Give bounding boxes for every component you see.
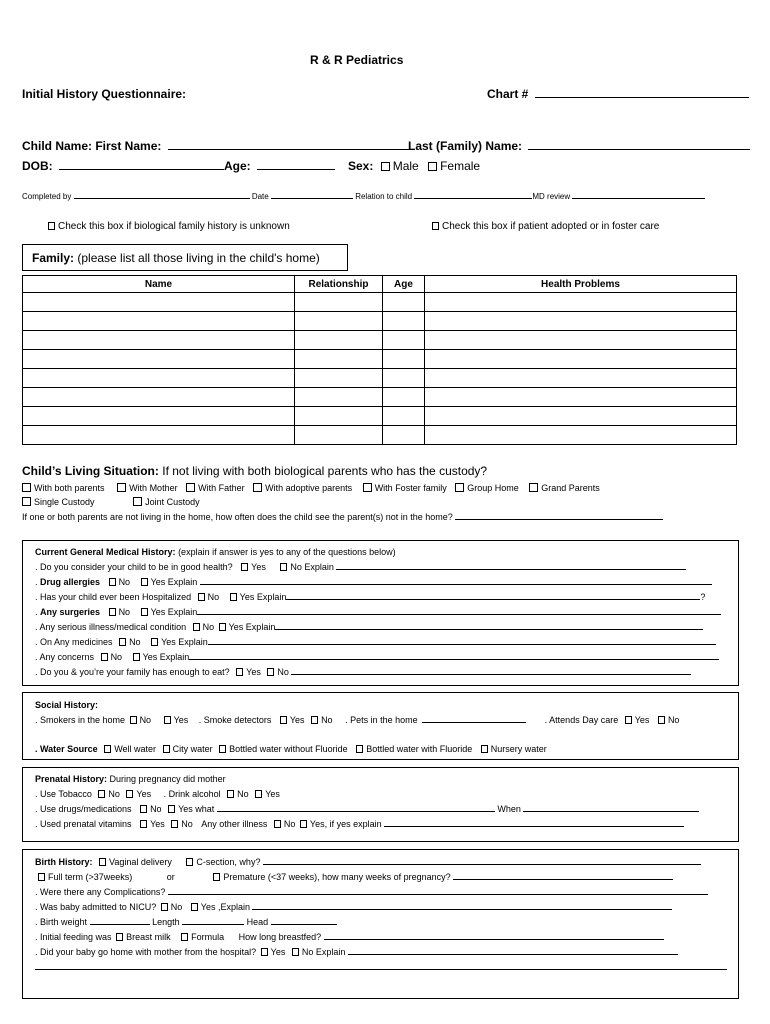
medical-q2: . Drug allergies No Yes Explain xyxy=(35,577,712,587)
father-checkbox[interactable] xyxy=(186,483,195,492)
checkbox-icon[interactable] xyxy=(658,716,665,724)
table-cell[interactable] xyxy=(425,407,737,426)
medical-q7: . Any concerns No Yes Explain xyxy=(35,652,719,662)
table-cell[interactable] xyxy=(295,407,383,426)
checkbox-icon[interactable] xyxy=(171,820,178,828)
foster-family-checkbox[interactable] xyxy=(363,483,372,492)
single-custody-checkbox[interactable] xyxy=(22,497,31,506)
birth-row3: . Were there any Complications? xyxy=(35,887,708,897)
checkbox-icon[interactable] xyxy=(109,578,116,586)
male-checkbox[interactable] xyxy=(381,162,390,171)
complications-input[interactable] xyxy=(168,894,708,895)
checkbox-icon[interactable] xyxy=(481,745,488,753)
table-cell[interactable] xyxy=(425,426,737,445)
table-cell[interactable] xyxy=(23,312,295,331)
table-cell[interactable] xyxy=(23,293,295,312)
birth-row7: . Did your baby go home with mother from the hospital? Yes No Explain xyxy=(35,947,678,957)
checkbox-icon[interactable] xyxy=(116,933,123,941)
table-cell[interactable] xyxy=(295,312,383,331)
checkbox-icon[interactable] xyxy=(241,563,248,571)
checkbox-icon[interactable] xyxy=(168,805,175,813)
joint-custody-checkbox[interactable] xyxy=(133,497,142,506)
answer-input[interactable] xyxy=(189,659,719,660)
birth-row1: Birth History: Vaginal delivery C-section, why? xyxy=(35,857,701,867)
adoptive-parents-checkbox[interactable] xyxy=(253,483,262,492)
table-cell[interactable] xyxy=(295,331,383,350)
table-cell[interactable] xyxy=(425,369,737,388)
table-cell[interactable] xyxy=(23,369,295,388)
checkbox-icon[interactable] xyxy=(101,653,108,661)
dob-field[interactable]: DOB: xyxy=(22,159,224,173)
checkbox-icon[interactable] xyxy=(213,873,220,881)
family-heading-box: Family: (please list all those living in the child's home) xyxy=(22,244,348,271)
head-input[interactable] xyxy=(271,924,337,925)
prenatal-title: Prenatal History: During pregnancy did mother xyxy=(35,774,226,784)
prenatal-row3: . Used prenatal vitamins Yes No Any other illness No Yes, if yes explain xyxy=(35,819,684,829)
chart-number-field[interactable] xyxy=(487,87,749,101)
completed-by-row: Completed by Date Relation to child MD review xyxy=(22,192,705,201)
table-cell[interactable] xyxy=(295,369,383,388)
chart-label: Chart # xyxy=(487,87,529,101)
prenatal-row1: . Use Tobacco No Yes . Drink alcohol No Yes xyxy=(35,789,280,799)
checkbox-icon[interactable] xyxy=(280,716,287,724)
birth-row6: . Initial feeding was Breast milk Formula How long breastfed? xyxy=(35,932,664,942)
other-illness-input[interactable] xyxy=(384,826,684,827)
checkbox-icon[interactable] xyxy=(48,222,55,230)
practice-name: R & R Pediatrics xyxy=(310,53,404,67)
length-input[interactable] xyxy=(182,924,244,925)
birth-row2: Full term (>37weeks) or Premature (<37 weeks), how many weeks of pregnancy? xyxy=(38,872,673,882)
checkbox-icon[interactable] xyxy=(133,653,140,661)
checkbox-icon[interactable] xyxy=(227,790,234,798)
checkbox-icon[interactable] xyxy=(140,805,147,813)
table-row xyxy=(23,293,737,312)
living-situation-title: Child’s Living Situation: If not living with both biological parents who has the custody? xyxy=(22,464,488,478)
checkbox-icon[interactable] xyxy=(141,608,148,616)
completed-by-input[interactable] xyxy=(74,198,250,199)
answer-input[interactable] xyxy=(197,614,721,615)
checkbox-icon[interactable] xyxy=(181,933,188,941)
checkbox-icon[interactable] xyxy=(219,623,226,631)
table-row xyxy=(23,369,737,388)
last-name-field[interactable]: Last (Family) Name: xyxy=(408,139,750,153)
checkbox-icon[interactable] xyxy=(161,903,168,911)
checkbox-icon[interactable] xyxy=(109,608,116,616)
checkbox-icon[interactable] xyxy=(300,820,307,828)
group-home-checkbox[interactable] xyxy=(455,483,464,492)
female-checkbox[interactable] xyxy=(428,162,437,171)
col-name: Name xyxy=(23,276,295,293)
social-title: Social History: xyxy=(35,700,99,710)
table-cell[interactable] xyxy=(425,350,737,369)
table-cell[interactable] xyxy=(383,369,425,388)
table-cell[interactable] xyxy=(383,407,425,426)
weight-input[interactable] xyxy=(90,924,150,925)
table-cell[interactable] xyxy=(383,331,425,350)
col-health-problems: Health Problems xyxy=(425,276,737,293)
table-row xyxy=(23,312,737,331)
checkbox-icon[interactable] xyxy=(274,820,281,828)
table-cell[interactable] xyxy=(295,350,383,369)
social-row2: . Water Source Well water City water Bottled water without Fluoride Bottled water with Fluoride Nursery water xyxy=(35,744,547,754)
family-table xyxy=(22,275,737,445)
table-cell[interactable] xyxy=(383,388,425,407)
relation-input[interactable] xyxy=(414,198,532,199)
col-age: Age xyxy=(383,276,425,293)
checkbox-icon[interactable] xyxy=(311,716,318,724)
checkbox-icon[interactable] xyxy=(99,858,106,866)
table-row xyxy=(23,388,737,407)
checkbox-icon[interactable] xyxy=(140,820,147,828)
checkbox-icon[interactable] xyxy=(141,578,148,586)
table-cell[interactable] xyxy=(425,312,737,331)
checkbox-icon[interactable] xyxy=(98,790,105,798)
medical-q4: . Any surgeries No Yes Explain xyxy=(35,607,721,617)
checkbox-icon[interactable] xyxy=(625,716,632,724)
checkbox-icon[interactable] xyxy=(236,668,243,676)
medical-title: Current General Medical History: (explain if answer is yes to any of the questions below) xyxy=(35,547,396,557)
checkbox-icon[interactable] xyxy=(230,593,237,601)
date-input[interactable] xyxy=(271,198,353,199)
answer-input[interactable] xyxy=(208,644,716,645)
checkbox-icon[interactable] xyxy=(186,858,193,866)
living-options-row1: With both parents With Mother With Father With adoptive parents With Foster family Group Home Grand Parents xyxy=(22,483,600,493)
answer-input[interactable] xyxy=(200,584,712,585)
table-cell[interactable] xyxy=(23,331,295,350)
csection-input[interactable] xyxy=(263,864,701,865)
birth-row4: . Was baby admitted to NICU? No Yes ,Explain xyxy=(35,902,672,912)
checkbox-icon[interactable] xyxy=(198,593,205,601)
birth-row5: . Birth weight Length Head xyxy=(35,917,337,927)
checkbox-icon[interactable] xyxy=(261,948,268,956)
checkbox-icon[interactable] xyxy=(104,745,111,753)
medical-q1: . Do you consider your child to be in good health? Yes No Explain xyxy=(35,562,686,572)
answer-input[interactable] xyxy=(275,629,703,630)
table-row xyxy=(23,350,737,369)
answer-input[interactable] xyxy=(291,674,691,675)
medical-q6: . On Any medicines No Yes Explain xyxy=(35,637,716,647)
home-explain-input[interactable] xyxy=(348,954,678,955)
family-unknown-check[interactable]: Check this box if biological family history is unknown xyxy=(48,221,290,232)
checkbox-icon[interactable] xyxy=(119,638,126,646)
age-field[interactable]: Age: xyxy=(224,159,335,173)
checkbox-icon[interactable] xyxy=(219,745,226,753)
table-cell[interactable] xyxy=(425,331,737,350)
table-cell[interactable] xyxy=(295,293,383,312)
living-options-row2: Single Custody Joint Custody xyxy=(22,497,200,507)
table-cell[interactable] xyxy=(383,350,425,369)
table-cell[interactable] xyxy=(383,426,425,445)
first-name-field[interactable]: Child Name: First Name: xyxy=(22,139,412,153)
table-cell[interactable] xyxy=(23,407,295,426)
nicu-input[interactable] xyxy=(252,909,672,910)
social-row1: . Smokers in the home No Yes . Smoke detectors Yes No . Pets in the home . Attends Day care Yes No xyxy=(35,715,680,725)
table-row xyxy=(23,407,737,426)
checkbox-icon[interactable] xyxy=(193,623,200,631)
extra-line[interactable] xyxy=(35,969,727,970)
answer-input[interactable] xyxy=(286,599,700,600)
prenatal-row2: . Use drugs/medications No Yes what When xyxy=(35,804,699,814)
both-parents-checkbox[interactable] xyxy=(22,483,31,492)
checkbox-icon[interactable] xyxy=(164,716,171,724)
table-cell[interactable] xyxy=(23,388,295,407)
mother-checkbox[interactable] xyxy=(117,483,126,492)
drugs-when-input[interactable] xyxy=(523,811,699,812)
table-cell[interactable] xyxy=(23,350,295,369)
grand-parents-checkbox[interactable] xyxy=(529,483,538,492)
checkbox-icon[interactable] xyxy=(38,873,45,881)
table-row xyxy=(23,331,737,350)
checkbox-icon[interactable] xyxy=(292,948,299,956)
table-cell[interactable] xyxy=(23,426,295,445)
checkbox-icon[interactable] xyxy=(280,563,287,571)
table-cell[interactable] xyxy=(383,312,425,331)
table-cell[interactable] xyxy=(425,293,737,312)
checkbox-icon[interactable] xyxy=(151,638,158,646)
checkbox-icon[interactable] xyxy=(130,716,137,724)
pets-input[interactable] xyxy=(422,722,526,723)
table-cell[interactable] xyxy=(425,388,737,407)
col-relationship: Relationship xyxy=(295,276,383,293)
checkbox-icon[interactable] xyxy=(191,903,198,911)
table-row xyxy=(23,426,737,445)
checkbox-icon[interactable] xyxy=(163,745,170,753)
table-cell[interactable] xyxy=(295,426,383,445)
checkbox-icon[interactable] xyxy=(356,745,363,753)
weeks-input[interactable] xyxy=(453,879,673,880)
drugs-what-input[interactable] xyxy=(217,811,495,812)
checkbox-icon[interactable] xyxy=(432,222,439,230)
medical-q3: . Has your child ever been Hospitalized No Yes Explain ? xyxy=(35,592,706,602)
checkbox-icon[interactable] xyxy=(126,790,133,798)
medical-q8: . Do you & you’re your family has enough to eat? Yes No xyxy=(35,667,691,677)
sex-field: Sex: Male Female xyxy=(348,159,481,173)
table-cell[interactable] xyxy=(383,293,425,312)
md-review-input[interactable] xyxy=(572,198,705,199)
form-title: Initial History Questionnaire: xyxy=(22,87,187,101)
table-cell[interactable] xyxy=(295,388,383,407)
medical-q5: . Any serious illness/medical condition No Yes Explain xyxy=(35,622,703,632)
parent-visit-input[interactable] xyxy=(455,519,663,520)
checkbox-icon[interactable] xyxy=(267,668,274,676)
answer-input[interactable] xyxy=(336,569,686,570)
checkbox-icon[interactable] xyxy=(255,790,262,798)
parent-visit-question: If one or both parents are not living in the home, how often does the child see the parent(s) not in the home? xyxy=(22,512,663,522)
adopted-check[interactable]: Check this box if patient adopted or in foster care xyxy=(432,221,659,232)
breastfed-input[interactable] xyxy=(324,939,664,940)
